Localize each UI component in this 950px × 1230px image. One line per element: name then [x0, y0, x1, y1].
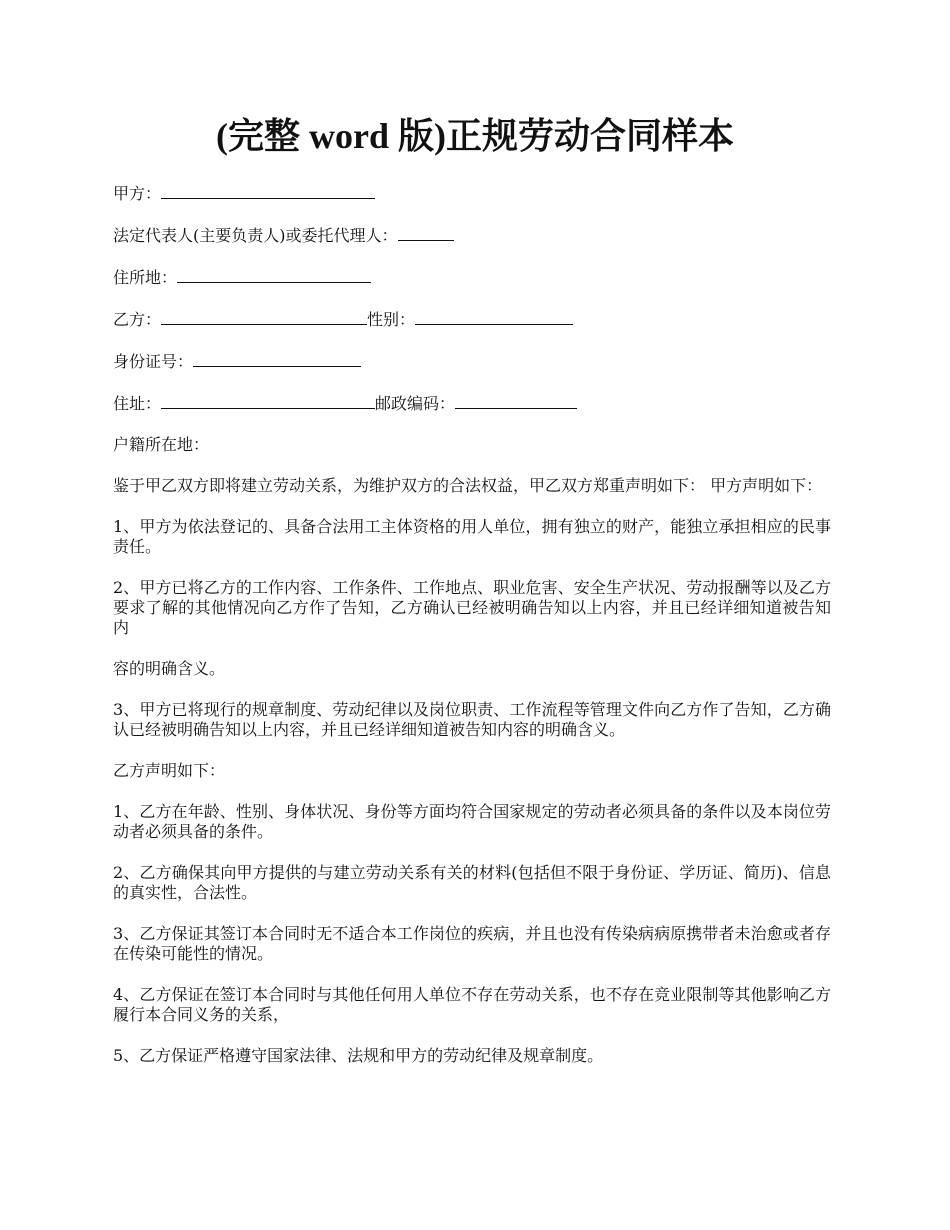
- party-a-item: 1、甲方为依法登记的、具备合法用工主体资格的用人单位，拥有独立的财产，能独立承担相应的民事责任。: [113, 517, 831, 556]
- party-b-item: 2、乙方确保其向甲方提供的与建立劳动关系有关的材料(包括但不限于身份证、学历证、简历)、信息的真实性，合法性。: [113, 863, 831, 902]
- party-b-heading: 乙方声明如下：: [113, 761, 226, 780]
- address-b-blank[interactable]: [161, 393, 375, 409]
- household-line: 户籍所在地：: [113, 435, 210, 454]
- party-a-blank[interactable]: [161, 183, 375, 199]
- gender-label: 性别：: [367, 310, 416, 329]
- document-body: [113, 183, 831, 1087]
- party-a-item: 3、甲方已将现行的规章制度、劳动纪律以及岗位职责、工作流程等管理文件向乙方作了告知，乙方确认已经被明确告知以上内容，并且已经详细知道被告知内容的明确含义。: [113, 700, 831, 739]
- legal-rep-blank[interactable]: [398, 225, 454, 241]
- id-number-blank[interactable]: [193, 351, 361, 367]
- party-a-line: [113, 183, 831, 204]
- party-b-item: 4、乙方保证在签订本合同时与其他任何用人单位不存在劳动关系，也不存在竞业限制等其他影响乙方履行本合同义务的关系，: [113, 985, 831, 1024]
- party-b-item: 5、乙方保证严格遵守国家法律、法规和甲方的劳动纪律及规章制度。: [113, 1046, 604, 1065]
- party-b-label: 乙方：: [113, 310, 162, 329]
- party-b-item: 3、乙方保证其签订本合同时无不适合本工作岗位的疾病，并且也没有传染病病原携带者未治愈或者存在传染可能性的情况。: [113, 924, 831, 963]
- postal-code-blank[interactable]: [455, 393, 577, 409]
- party-a-item: 2、甲方已将乙方的工作内容、工作条件、工作地点、职业危害、安全生产状况、劳动报酬等以及乙方要求了解的其他情况向乙方作了告知，乙方确认已经被明确告知以上内容，并且已经详细知道被告知内: [113, 578, 831, 637]
- address-a-line: [113, 267, 831, 288]
- id-number-label: 身份证号：: [113, 352, 194, 371]
- id-number-line: [113, 351, 831, 372]
- party-b-line: [113, 309, 831, 330]
- party-a-item: 容的明确含义。: [113, 659, 226, 678]
- legal-rep-label: 法定代表人(主要负责人)或委托代理人：: [113, 226, 398, 245]
- preamble-paragraph: 鉴于甲乙双方即将建立劳动关系，为维护双方的合法权益，甲乙双方郑重声明如下： 甲方声明如下：: [113, 476, 823, 495]
- postal-code-label: 邮政编码：: [375, 394, 456, 413]
- party-a-label: 甲方：: [113, 184, 162, 203]
- legal-rep-line: [113, 225, 831, 246]
- address-a-label: 住所地：: [113, 268, 178, 287]
- address-b-label: 住址：: [113, 394, 162, 413]
- party-b-item: 1、乙方在年龄、性别、身体状况、身份等方面均符合国家规定的劳动者必须具备的条件以及本岗位劳动者必须具备的条件。: [113, 802, 831, 841]
- address-b-line: [113, 393, 831, 414]
- address-a-blank[interactable]: [177, 267, 371, 283]
- gender-blank[interactable]: [415, 309, 573, 325]
- party-b-blank[interactable]: [161, 309, 367, 325]
- document-title: (完整 word 版)正规劳动合同样本: [216, 116, 734, 156]
